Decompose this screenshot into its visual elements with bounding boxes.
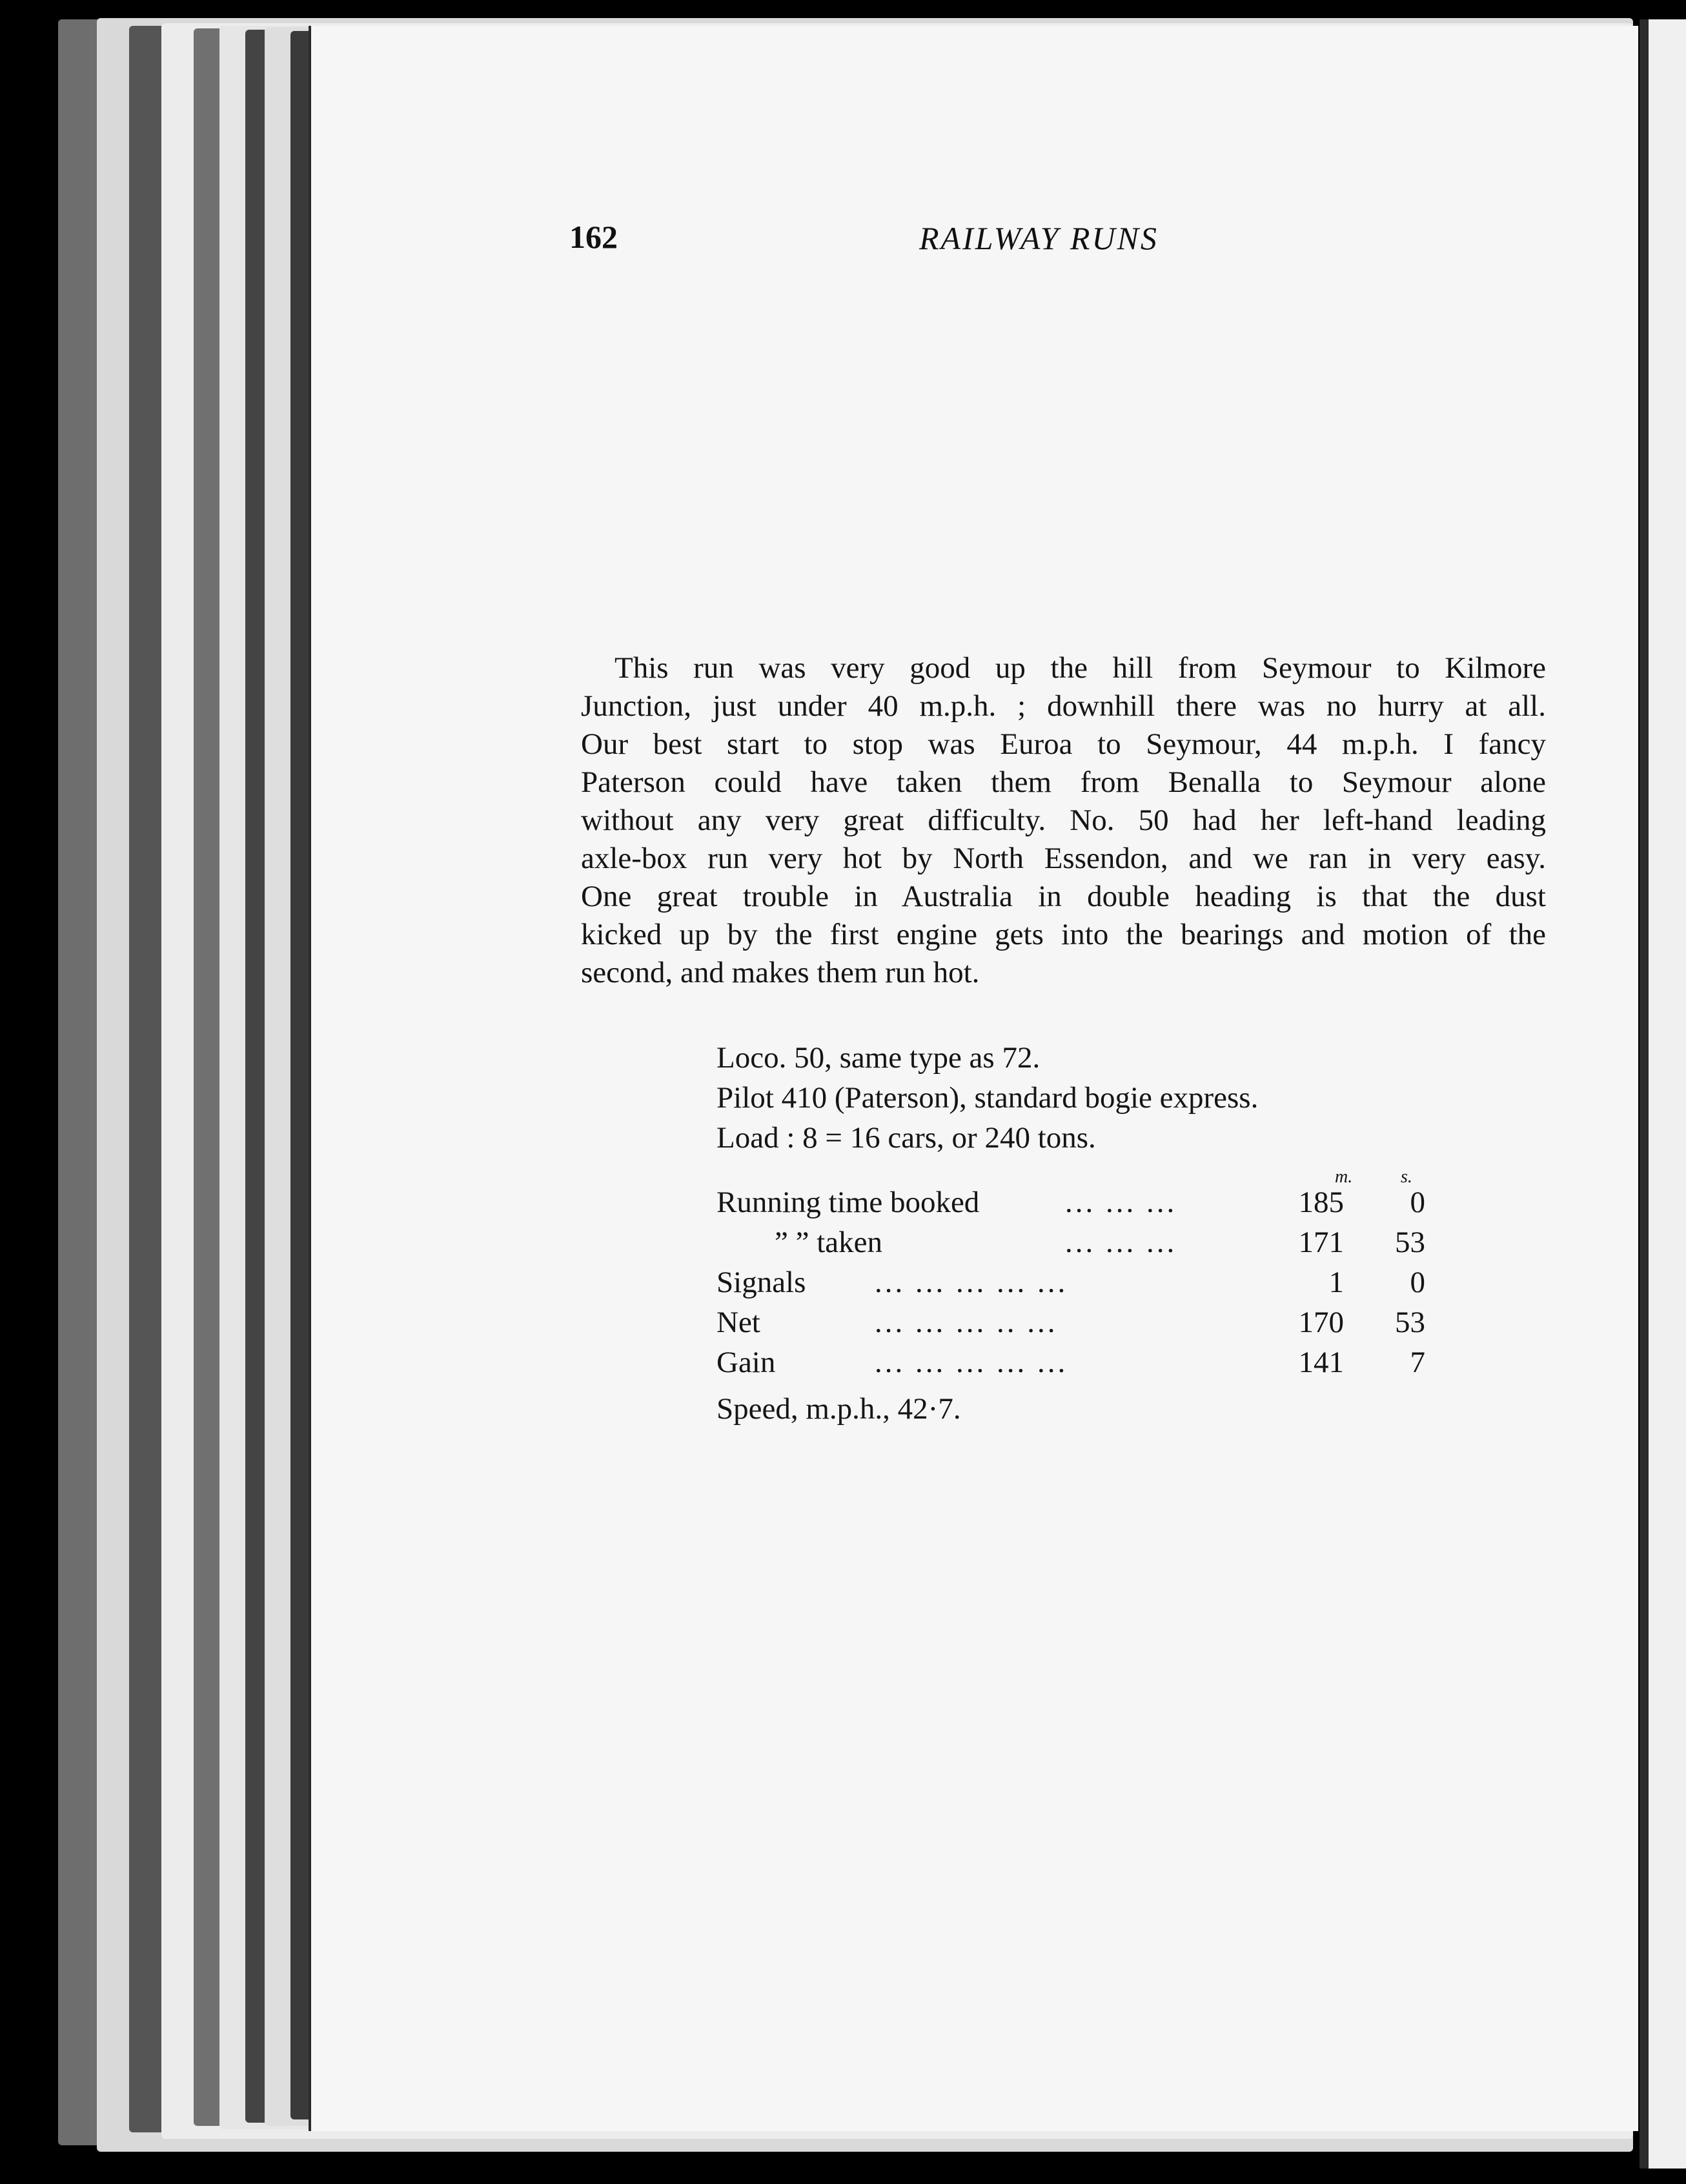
facing-page-edge bbox=[1649, 19, 1686, 2169]
seconds-value: 53 bbox=[1395, 1226, 1425, 1259]
table-row bbox=[716, 1345, 1427, 1385]
seconds-unit: s. bbox=[1401, 1167, 1412, 1187]
leader-dots: ... ... ... .. ... bbox=[875, 1306, 1058, 1339]
table-row bbox=[716, 1225, 1427, 1265]
loco-line: Loco. 50, same type as 72. bbox=[716, 1041, 1041, 1075]
paragraph-line: axle-box run very hot by North Essendon, and we ran in very easy. bbox=[581, 842, 1546, 875]
minutes-unit: m. bbox=[1335, 1167, 1353, 1187]
paragraph-line: kicked up by the first engine gets into the bearings and motion of the bbox=[581, 918, 1546, 951]
leader-dots: ... ... ... ... ... bbox=[875, 1266, 1068, 1299]
gutter-shadow bbox=[1640, 19, 1649, 2169]
minutes-value: 185 bbox=[1298, 1186, 1344, 1219]
minutes-value: 170 bbox=[1298, 1306, 1344, 1339]
minutes-value: 171 bbox=[1298, 1226, 1344, 1259]
pilot-line: Pilot 410 (Paterson), standard bogie express. bbox=[716, 1081, 1259, 1115]
row-label: Gain bbox=[716, 1346, 776, 1379]
seconds-value: 0 bbox=[1410, 1266, 1425, 1299]
seconds-value: 7 bbox=[1410, 1346, 1425, 1379]
load-line: Load : 8 = 16 cars, or 240 tons. bbox=[716, 1121, 1096, 1155]
row-label: Signals bbox=[716, 1266, 806, 1299]
paragraph-line: Junction, just under 40 m.p.h. ; downhill there was no hurry at all. bbox=[581, 689, 1546, 723]
row-label: Net bbox=[716, 1306, 760, 1339]
minutes-value: 141 bbox=[1298, 1346, 1344, 1379]
row-label: Running time booked bbox=[716, 1186, 980, 1219]
paragraph-line: One great trouble in Australia in double heading is that the dust bbox=[581, 880, 1546, 913]
table-row bbox=[716, 1265, 1427, 1305]
body-paragraph bbox=[581, 649, 1546, 992]
locomotive-specs bbox=[716, 1038, 1258, 1158]
minutes-value: 1 bbox=[1328, 1266, 1344, 1299]
table-row bbox=[716, 1305, 1427, 1345]
paragraph-line: second, and makes them run hot. bbox=[581, 956, 980, 989]
seconds-value: 53 bbox=[1395, 1306, 1425, 1339]
page-number: 162 bbox=[569, 219, 618, 255]
seconds-value: 0 bbox=[1410, 1186, 1425, 1219]
leader-dots: ... ... ... ... ... bbox=[875, 1346, 1068, 1379]
running-title: RAILWAY RUNS bbox=[919, 220, 1159, 256]
speed-line: Speed, m.p.h., 42·7. bbox=[716, 1392, 961, 1426]
table-row bbox=[716, 1185, 1427, 1225]
paragraph-line: Paterson could have taken them from Benalla to Seymour alone bbox=[581, 765, 1546, 799]
paragraph-line: Our best start to stop was Euroa to Seymour, 44 m.p.h. I fancy bbox=[581, 727, 1546, 761]
unit-header bbox=[716, 1162, 1427, 1185]
leader-dots: ... ... ... bbox=[1065, 1186, 1177, 1219]
leader-dots: ... ... ... bbox=[1065, 1226, 1177, 1259]
row-label: ” ” taken bbox=[775, 1226, 883, 1259]
timing-table bbox=[716, 1162, 1427, 1385]
paragraph-line: without any very great difficulty. No. 50 had her left-hand leading bbox=[581, 804, 1546, 837]
paragraph-line: This run was very good up the hill from Seymour to Kilmore bbox=[614, 651, 1546, 685]
